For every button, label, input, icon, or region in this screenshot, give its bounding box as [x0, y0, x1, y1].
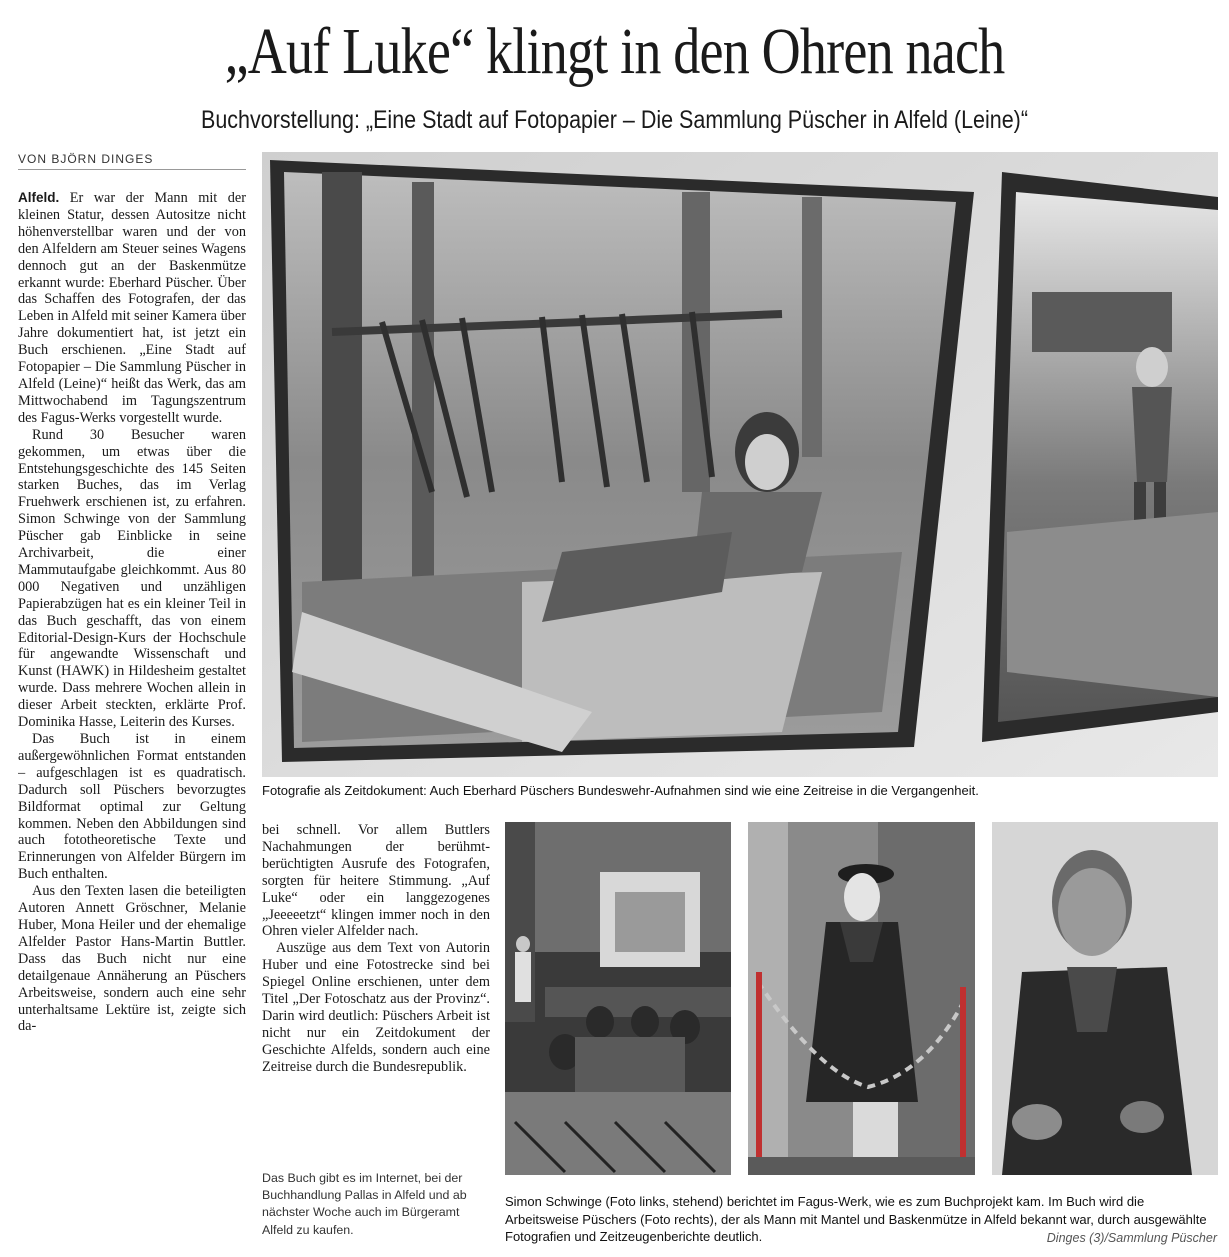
info-note: Das Buch gibt es im Internet, bei der Buchhandlung Pallas in Alfeld und ab nächster Woche auch im Bürgeramt Alfeld zu kaufen.: [262, 1171, 467, 1237]
caption-bottom-photos: Simon Schwinge (Foto links, stehend) berichtet im Fagus-Werk, wie es zum Buchprojekt kam. Im Buch wird die Arbeitsweise Püschers (Foto rechts), der als Mann mit Mantel und Baskenmütze in Alfeld bekannt war, durch ausgewählte Fotografien und Zeitzeugenberichte deutlich.: [505, 1194, 1207, 1244]
paragraph: Rund 30 Besucher waren gekommen, um etwas über die Entstehungsgeschichte des 145 Seiten starken Buches, das im Verlag Fruehwerk erschienen ist, zu erfahren. Simon Schwinge von der Sammlung Püscher gab Einblicke in seine Archivarbeit, die einer Mammutaufgabe gleichkommt. Aus 80 000 Negativen und unzähligen Papierabzügen hat es ein kleiner Teil in das Buch geschafft, das von einem Editorial-Design-Kurs der Hochschule für angewandte Wissenschaft und Kunst (HAWK) in Hildesheim gestaltet wurde. Dass mehrere Wochen allein in dieser Arbeit steckten, erklärte Prof. Dominika Hasse, Leiterin des Kurses.: [18, 426, 246, 731]
caption-main-photo: Fotografie als Zeitdokument: Auch Eberhard Püschers Bundeswehr-Aufnahmen sind wie eine Zeitreise in die Vergangenheit.: [262, 783, 979, 798]
article-column-2: [262, 822, 490, 1162]
article-column-1: [18, 190, 246, 1250]
headline: „Auf Luke“ klingt in den Ohren nach: [224, 15, 1005, 88]
byline: VON BJÖRN DINGES: [18, 152, 246, 170]
photo-portrait-puescher: [992, 822, 1218, 1175]
dateline: Alfeld.: [18, 190, 60, 205]
paragraph: Auszüge aus dem Text von Autorin Huber und eine Fotostrecke sind bei Spiegel Online erschienen, unter dem Titel „Der Fotoschatz aus der Provinz“. Darin wird deutlich: Püschers Arbeit ist nicht nur ein Zeitdokument der Geschichte Alfelds, sondern auch eine Zeitreise durch die Bundesrepublik.: [262, 940, 490, 1075]
photo-coat-mannequin: [748, 822, 975, 1175]
paragraph: Das Buch ist in einem außergewöhnlichen Format entstanden – aufgeschlagen ist es quadratisch. Dadurch soll Püschers bevorzugtes Bildformat optimal zur Geltung kommen. Neben den Abbildungen sind auch fototheoretische Texte und Erinnerungen von Alfelder Bürgern im Buch enthalten.: [18, 731, 246, 883]
paragraph: Aus den Texten lasen die beteiligten Autoren Annett Gröschner, Melanie Huber, Mona Heiler und der ehemalige Alfelder Pastor Hans-Martin Buttler. Dass das Buch nicht nur eine detailgenaue Annäherung an Püschers Arbeitsweise, sondern auch eine sehr unterhaltsame Lektüre ist, zeigte sich da-: [18, 883, 246, 1035]
photo-presentation: [505, 822, 731, 1175]
paragraph-text: Er war der Mann mit der kleinen Statur, dessen Autositze nicht höhenverstellbar waren und der von den Alfeldern am Steuer seines Wagens dennoch gut an der Baskenmütze erkannt wurde: Eberhard Püscher. Über das Schaffen des Fotografen, der das Leben in Alfeld mit seiner Kamera über Jahre dokumentiert hat, ist jetzt ein Buch erschienen. „Eine Stadt auf Fotopapier – Die Sammlung Püscher in Alfeld (Leine)“ heißt das Werk, das am Mittwochabend im Tagungszentrum des Fagus-Werks vorgestellt wurde.: [18, 190, 246, 426]
paragraph: [18, 190, 246, 427]
subheadline: Buchvorstellung: „Eine Stadt auf Fotopapier – Die Sammlung Püscher in Alfeld (Leine)“: [201, 106, 1028, 134]
main-photo-exhibition: [262, 152, 1218, 777]
photo-credit: Dinges (3)/Sammlung Püscher: [1046, 1231, 1217, 1245]
paragraph: bei schnell. Vor allem Buttlers Nachahmungen der berühmt-berüchtigten Ausrufe des Fotografen, sorgten für heitere Stimmung. „Auf Luke“ oder ein langgezogenes „Jeeeeetzt“ klingen immer noch in den Ohren vieler Alfelder nach.: [262, 822, 490, 940]
